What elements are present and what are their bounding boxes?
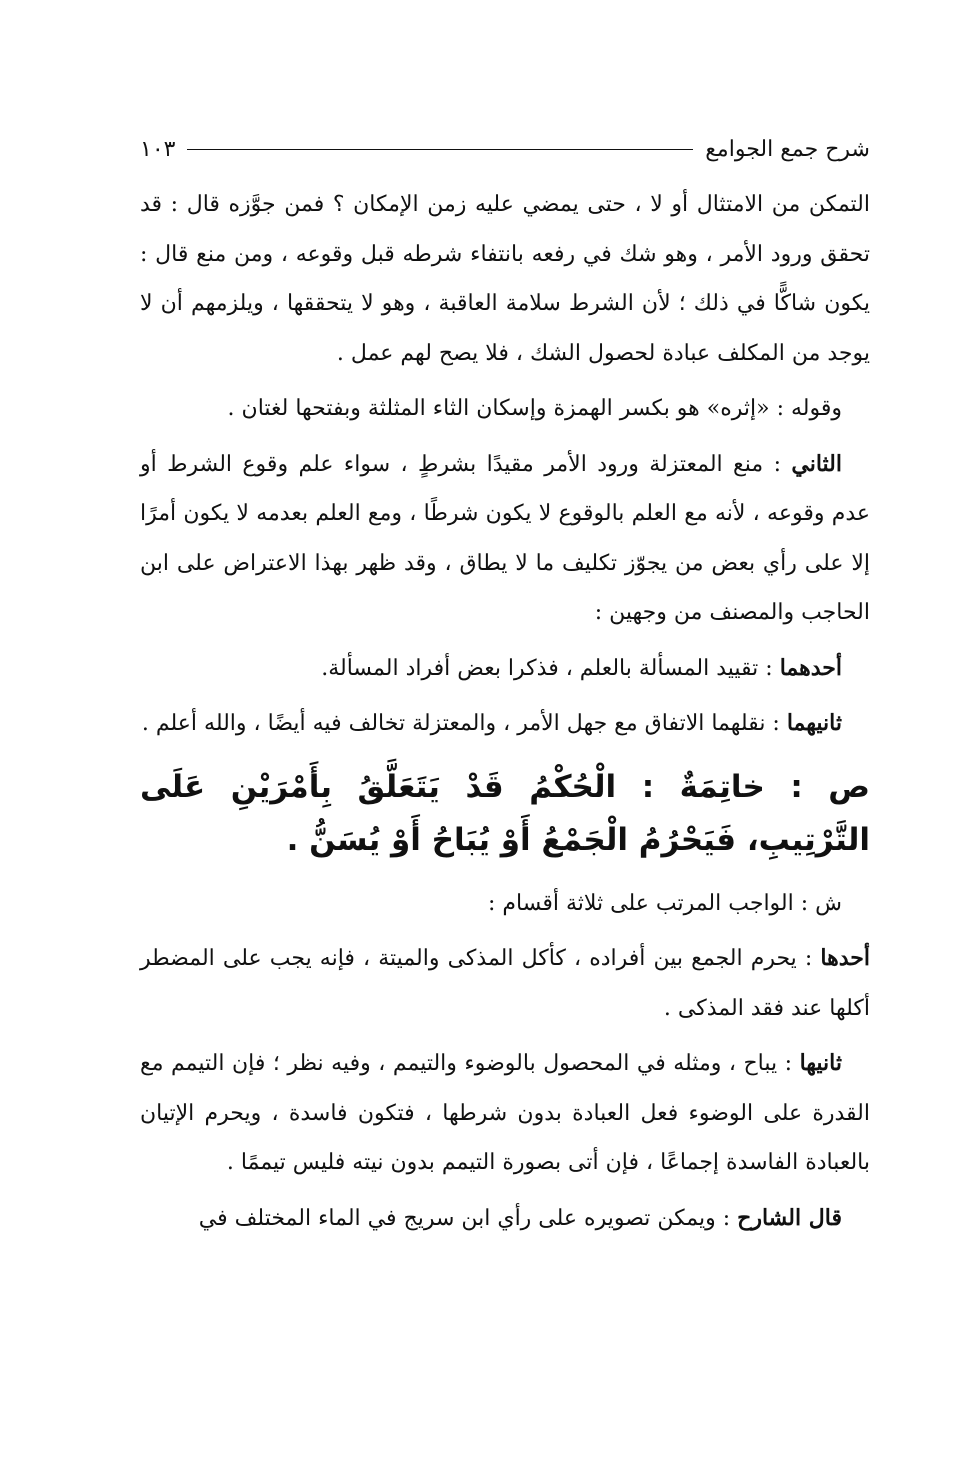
running-header — [140, 132, 870, 166]
paragraph-3 — [140, 440, 870, 638]
paragraph-7 — [140, 934, 870, 1033]
header-rule — [187, 149, 693, 150]
page-number: ١٠٣ — [140, 136, 176, 162]
paragraph-5-lead: ثانيهما — [786, 710, 842, 736]
book-title: شرح جمع الجوامع — [705, 136, 870, 162]
paragraph-8-lead: ثانيها — [799, 1050, 842, 1076]
paragraph-9-lead: قال الشارح — [737, 1204, 842, 1231]
paragraph-7-lead: أحدها — [820, 945, 870, 971]
paragraph-8 — [140, 1039, 870, 1188]
page-body — [140, 180, 870, 1243]
paragraph-6: ش : الواجب المرتب على ثلاثة أقسام : — [487, 890, 842, 916]
paragraph-4 — [140, 644, 870, 694]
paragraph-3-text: : منع المعتزلة ورود الأمر مقيدًا بشرطٍ ، سواء علم وقوع الشرط أو عدم وقوعه ، لأنه مع العلم بالوقوع لا يكون شرطًا ، ومع العلم بعدمه لا يكون أمرًا إلا على رأي بعض من يجوّز تكليف ما لا يطاق ، وقد ظهر بهذا الاعتراض على ابن الحاجب والمصنف من وجهين : — [140, 451, 870, 625]
paragraph-5 — [140, 699, 870, 749]
paragraph-9 — [140, 1194, 870, 1244]
paragraph-1: التمكن من الامتثال أو لا ، حتى يمضي عليه زمن الإمكان ؟ فمن جوَّزه قال : قد تحقق ورود الأمر ، وهو شك في رفعه بانتفاء شرطه قبل وقوعه ، ومن منع قال : يكون شاكًّا في ذلك ؛ لأن الشرط سلامة العاقبة ، وهو لا يتحققها ، ويلزمهم أن لا يوجد من المكلف عبادة لحصول الشك ، فلا يصح لهم عمل . — [140, 192, 870, 366]
paragraph-2: وقوله : «إثره» هو بكسر الهمزة وإسكان الثاء المثلثة وبفتحها لغتان . — [227, 396, 842, 421]
paragraph-7-text: : يحرم الجمع بين أفراده ، كأكل المذكى والميتة ، فإنه يجب على المضطر أكلها عند فقد المذكى . — [140, 946, 870, 1021]
matn-text: ص : خاتِمَةٌ : الْحُكْمُ قَدْ يَتَعَلَّقُ بِأَمْرَيْنِ عَلَى التَّرْتِيبِ، فَيَحْرُمُ الْجَمْعُ أَوْ يُبَاحُ أَوْ يُسَنُّ . — [140, 768, 870, 858]
paragraph-4-lead: أحدهما — [779, 654, 842, 681]
paragraph-5-text: : نقلهما الاتفاق مع جهل الأمر ، والمعتزلة تخالف فيه أيضًا ، والله أعلم . — [141, 711, 787, 736]
paragraph-3-lead: الثاني — [791, 450, 842, 477]
paragraph-9-text: : ويمكن تصويره على رأي ابن سريج في الماء المختلف في — [198, 1205, 738, 1231]
paragraph-8-text: : يباح ، ومثله في المحصول بالوضوء والتيمم ، وفيه نظر ؛ فإن التيمم مع القدرة على الوضوء فعل العبادة بدون شرطها ، فتكون فاسدة ، ويحرم الإتيان بالعبادة الفاسدة إجماعًا ، فإن أتى بصورة التيمم بدون نيته فليس تيممًا . — [140, 1051, 870, 1175]
paragraph-4-text: : تقييد المسألة بالعلم ، فذكرا بعض أفراد المسألة. — [321, 655, 780, 681]
